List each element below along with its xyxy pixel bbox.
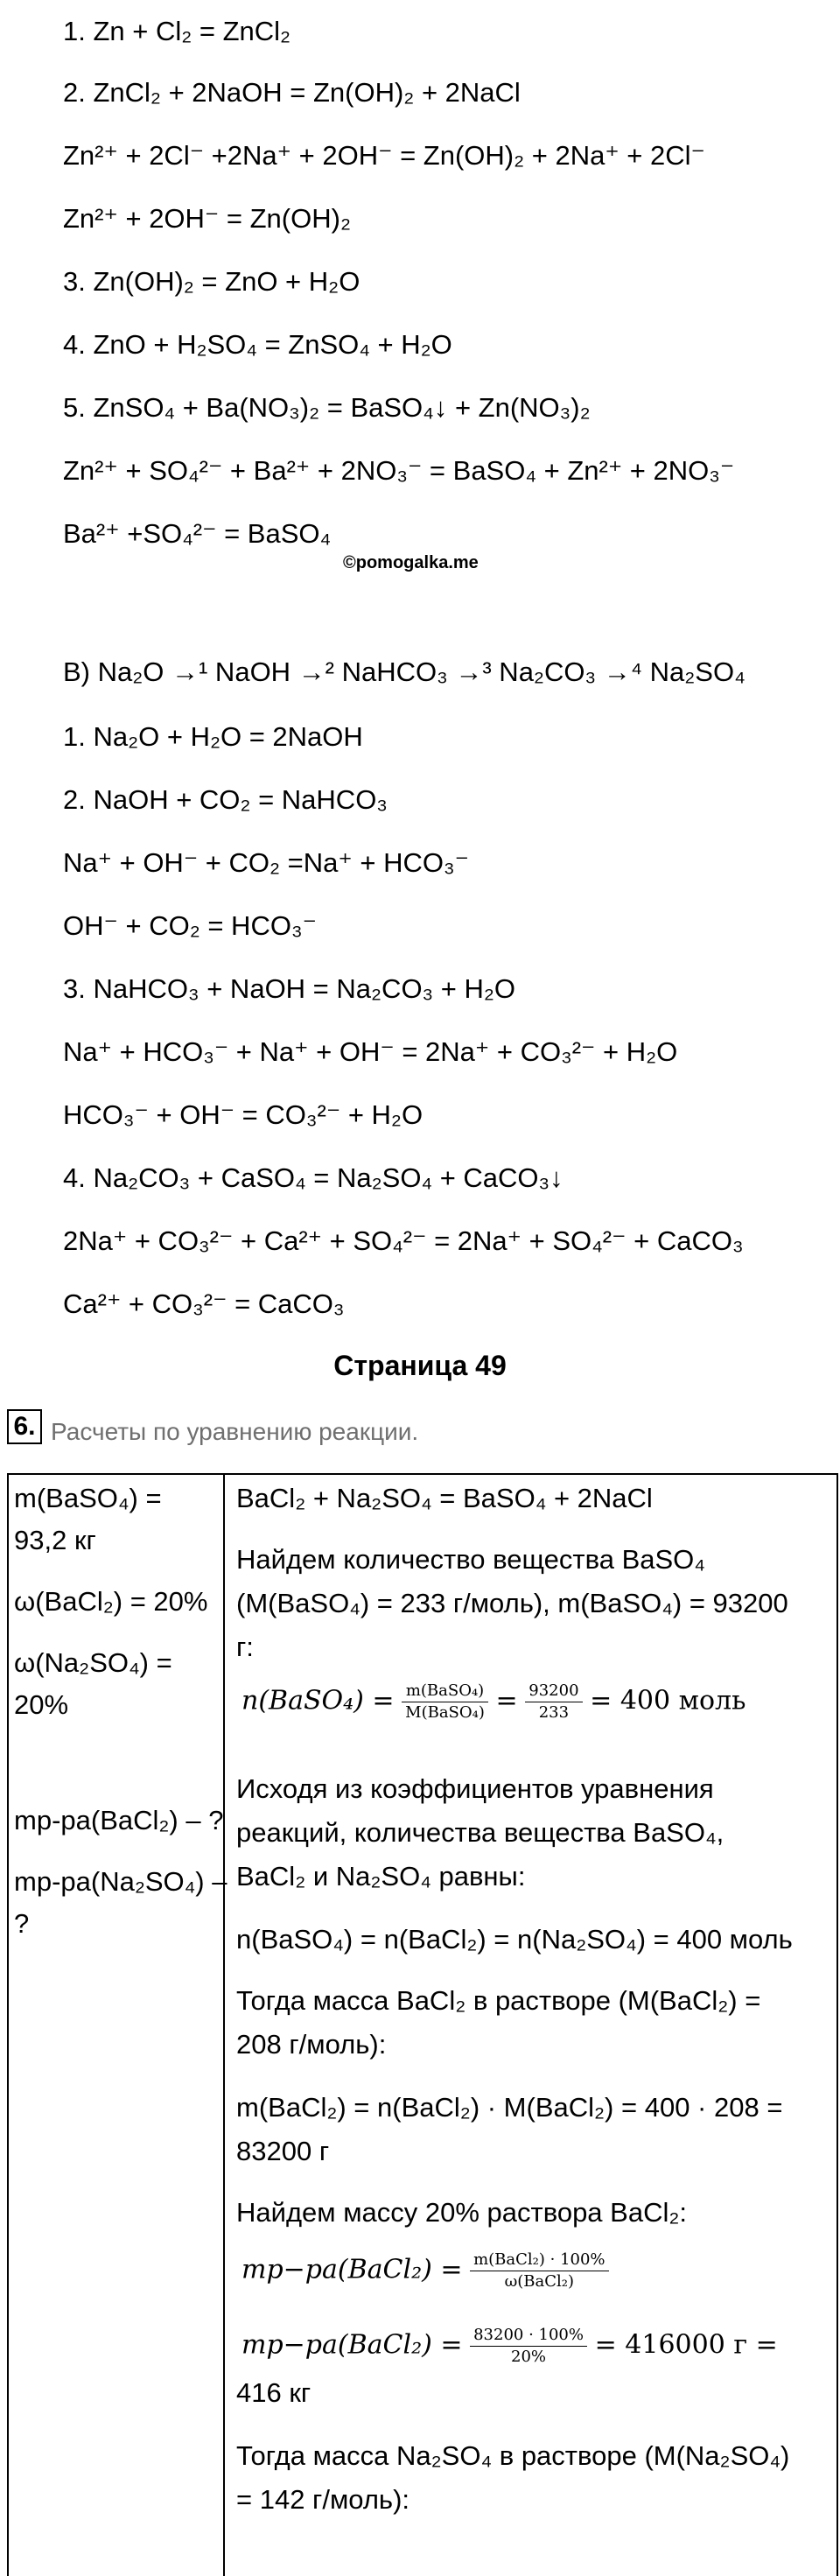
formula-mass-num: m(BaCl₂) · 100% (470, 2250, 608, 2271)
formula-amount-den2: 233 (538, 1703, 570, 1722)
formula-amount-lhs: n(BaSO₄) = (242, 1685, 395, 1716)
given-2: ω(BaCl₂) = 20% (14, 1586, 208, 1617)
formula-amount-rhs: = 400 моль (590, 1685, 746, 1716)
given-1b: 93,2 кг (14, 1525, 96, 1555)
task-number: 6. (7, 1409, 42, 1444)
formula-amount-num1: m(BaSO₄) (402, 1681, 488, 1702)
solution-text-12: Найдем массу 20% раствора BaCl₂: (236, 2197, 687, 2228)
ionic-line-full-2: Zn²⁺ + SO₄²⁻ + Ba²⁺ + 2NO₃⁻ = BaSO₄ + Zn²⁺ + 2NO₃⁻ (63, 455, 735, 486)
b-line-7: HCO₃⁻ + OH⁻ = CO₃²⁻ + H₂O (63, 1099, 424, 1130)
formula-amount: n(BaSO₄) = $\frac{\text{m(BaSO₄)}}{\text{M(BaSO₄)}}$ = $\frac{93200}{233}$ = 400 моль (242, 1681, 746, 1722)
formula-mass-frac (470, 2250, 608, 2292)
solution-text-8: Тогда масса BaCl₂ в растворе (M(BaCl₂) = (236, 1985, 761, 2016)
solution-equation: BaCl₂ + Na₂SO₄ = BaSO₄ + 2NaCl (236, 1483, 653, 1513)
b-line-1: 1. Na₂O + H₂O = 2NaOH (63, 721, 363, 752)
task-title: Расчеты по уравнению реакции. (51, 1418, 419, 1445)
solution-text-3: г: (236, 1632, 254, 1662)
formula-value-num: 83200 · 100% (470, 2325, 587, 2347)
ionic-line-short-2: Ba²⁺ +SO₄²⁻ = BaSO₄ (63, 518, 332, 549)
b-line-6: Na⁺ + HCO₃⁻ + Na⁺ + OH⁻ = 2Na⁺ + CO₃²⁻ + H₂O (63, 1036, 678, 1067)
solution-text-9: 208 г/моль): (236, 2029, 387, 2060)
b-line-3: Na⁺ + OH⁻ + CO₂ =Na⁺ + HCO₃⁻ (63, 847, 469, 878)
reaction-line-5: 5. ZnSO₄ + Ba(NO₃)₂ = BaSO₄↓ + Zn(NO₃)₂ (63, 392, 591, 423)
formula-amount-den1: M(BaSO₄) (405, 1703, 485, 1722)
formula-amount-frac1 (402, 1681, 488, 1723)
b-line-8: 4. Na₂CO₃ + CaSO₄ = Na₂SO₄ + CaCO₃↓ (63, 1162, 564, 1193)
formula-mass-den: ω(BaCl₂) (504, 2272, 575, 2291)
formula-mass-lhs: mр−ра(BaCl₂) = (242, 2254, 463, 2285)
watermark: ©pomogalka.me (343, 553, 479, 572)
solution-text-2: (M(BaSO₄) = 233 г/моль), m(BaSO₄) = 93200 (236, 1588, 788, 1618)
solution-text-14: Тогда масса Na₂SO₄ в растворе (M(Na₂SO₄) (236, 2440, 790, 2471)
solution-text-7: n(BaSO₄) = n(BaCl₂) = n(Na₂SO₄) = 400 моль (236, 1924, 793, 1955)
table-divider (223, 1473, 225, 2576)
formula-value-rhs: = 416000 г = (594, 2329, 778, 2361)
reaction-line-3: 3. Zn(OH)₂ = ZnO + H₂O (63, 266, 360, 297)
b-line-4: OH⁻ + CO₂ = HCO₃⁻ (63, 910, 317, 941)
reaction-line-4: 4. ZnO + H₂SO₄ = ZnSO₄ + H₂O (63, 329, 452, 360)
page-heading: Страница 49 (333, 1350, 507, 1381)
solution-table (7, 1473, 838, 2576)
solution-text-13: 416 кг (236, 2377, 312, 2408)
reaction-line-2: 2. ZnCl₂ + 2NaOH = Zn(OH)₂ + 2NaCl (63, 77, 521, 108)
formula-value-frac (470, 2325, 587, 2368)
given-4: mр-ра(BaCl₂) – ? (14, 1805, 224, 1835)
solution-text-1: Найдем количество вещества BaSO₄ (236, 1544, 705, 1575)
ionic-line-full: Zn²⁺ + 2Cl⁻ +2Na⁺ + 2OH⁻ = Zn(OH)₂ + 2Na⁺ + 2Cl⁻ (63, 140, 705, 171)
solution-text-15: = 142 г/моль): (236, 2484, 410, 2515)
b-line-9: 2Na⁺ + CO₃²⁻ + Ca²⁺ + SO₄²⁻ = 2Na⁺ + SO₄²⁻ + CaCO₃ (63, 1225, 744, 1256)
b-line-2: 2. NaOH + CO₂ = NaHCO₃ (63, 784, 388, 815)
solution-text-4: Исходя из коэффициентов уравнения (236, 1773, 714, 1804)
formula-amount-frac2 (525, 1681, 582, 1723)
given-3b: 20% (14, 1689, 69, 1720)
given-3a: ω(Na₂SO₄) = (14, 1647, 172, 1678)
solution-text-10: m(BaCl₂) = n(BaCl₂) · M(BaCl₂) = 400 · 208 = (236, 2092, 783, 2123)
solution-text-6: BaCl₂ и Na₂SO₄ равны: (236, 1861, 526, 1892)
formula-value-den: 20% (511, 2348, 547, 2366)
solution-text-11: 83200 г (236, 2136, 330, 2166)
given-5b: ? (14, 1908, 30, 1939)
chain-b: B) Na₂O →¹ NaOH →² NaHCO₃ →³ Na₂CO₃ →⁴ Na₂SO₄ (63, 656, 746, 687)
b-line-10: Ca²⁺ + CO₃²⁻ = CaCO₃ (63, 1288, 345, 1319)
given-5a: mр-ра(Na₂SO₄) – (14, 1866, 228, 1897)
formula-mass-value (242, 2325, 778, 2368)
ionic-line-short: Zn²⁺ + 2OH⁻ = Zn(OH)₂ (63, 203, 351, 234)
formula-mass-solution (242, 2250, 609, 2292)
reaction-line-1: 1. Zn + Cl₂ = ZnCl₂ (63, 16, 291, 46)
given-1a: m(BaSO₄) = (14, 1483, 162, 1513)
formula-amount-num2: 93200 (525, 1681, 582, 1702)
formula-value-lhs: mр−ра(BaCl₂) = (242, 2329, 463, 2361)
b-line-5: 3. NaHCO₃ + NaOH = Na₂CO₃ + H₂O (63, 973, 516, 1004)
solution-text-5: реакций, количества вещества BaSO₄, (236, 1817, 724, 1848)
